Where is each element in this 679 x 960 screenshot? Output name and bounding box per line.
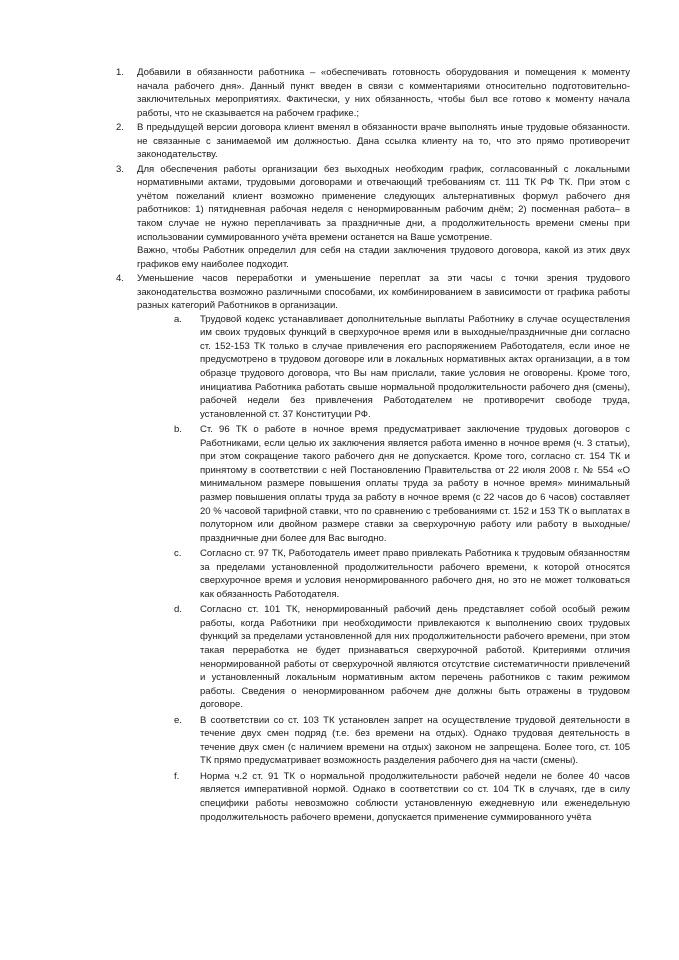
list-item-2 <box>116 121 630 162</box>
list-marker: 2. <box>116 122 124 134</box>
list-marker: 4. <box>116 273 124 285</box>
document-body <box>116 66 630 824</box>
paragraph: Согласно ст. 97 ТК, Работодатель имеет право привлекать Работника к трудовым обязанностям за пределами установленной продолжительности рабочего времени, к которой относятся сверхурочное время и условия ненормированного рабочего дня, но это не может толковаться как обязанность Работодателя. <box>200 548 630 600</box>
sublist-item-a <box>174 313 630 421</box>
sublist-marker: b. <box>174 424 182 436</box>
list-item-3 <box>116 163 630 271</box>
paragraph: Важно, чтобы Работник определил для себя на стадии заключения трудового договора, какой из этих двух графиков ему наиболее подходит. <box>137 245 630 270</box>
paragraph: Трудовой кодекс устанавливает дополнительные выплаты Работнику в случае осуществления им своих трудовых функций в сверхурочное время или в выходные/праздничные дни согласно ст. 152-153 ТК только в случае привлечения его распоряжением Работодателя, если иное не предусмотрено в трудовом договоре или в локальных нормативных актах организации, а в том образце трудового договора, что Вы нам прислали, такие условия не оговорены. Кроме того, инициатива Работника работать свыше нормальной продолжительности рабочего дня (смены), рабочей недели без привлечения Работодателем не противоречит свободе труда, установленной ст. 37 Конституции РФ. <box>200 313 630 420</box>
sublist-item-c <box>174 547 630 601</box>
paragraph: Ст. 96 ТК о работе в ночное время предусматривает заключение трудовых договоров с Работниками, если целью их заключения является работа именно в ночное время (ч. 3 статьи), при этом сокращение такого рабочего дня не допускается. Кроме того, согласно ст. 154 ТК и принятому в соответствии с ней Постановлению Правительства от 22 июля 2008 г. № 554 «О минимальном размере повышения оплаты труда за работу в ночное время» минимальный размер повышения оплаты труда за работу в ночное время (с 22 часов до 6 часов) составляет 20 % часовой тарифной ставки, что по сравнению с требованиями ст. 152 и 153 ТК о выплатах в полуторном или двойном размере ставки за сверхурочную работу или работу в выходные/праздничные дни более для Вас выгодно. <box>200 424 630 544</box>
sublist-marker: a. <box>174 313 182 325</box>
paragraph: Норма ч.2 ст. 91 ТК о нормальной продолжительности рабочей недели не более 40 часов является императивной нормой. Однако в соответствии со ст. 104 ТК в случаях, где в силу специфики работы невозможно соблюсти установленную ежедневную или еженедельную продолжительность рабочего времени, допускается применение суммированного учёта <box>200 770 630 823</box>
paragraph: В предыдущей версии договора клиент вменял в обязанности враче выполнять иные трудовые обязанности. не связанные с занимаемой им должностью. Дана ссылка клиенту на то, что это прямо противоречит законодательству. <box>137 122 630 161</box>
list-marker: 3. <box>116 163 124 175</box>
sublist-marker: e. <box>174 714 182 726</box>
paragraph: Добавили в обязанности работника – «обеспечивать готовность оборудования и помещения к моменту начала рабочего дня». Данный пункт введен в связи с комментариями относительно подготовительно-заключительных мероприятиях. Фактически, у них обязанность, чтобы был все готово к моменту начала работы, что не сказывается на рабочем графике.; <box>137 67 630 119</box>
sublist-item-f <box>174 770 630 824</box>
sublist-item-e <box>174 714 630 768</box>
paragraph: В соответствии со ст. 103 ТК установлен запрет на осуществление трудовой деятельности в течение двух смен подряд (т.е. без времени на отдых). Однако трудовая деятельность в течение двух смен (с наличием времени на отдых) законом не запрещена. Более того, ст. 105 ТК прямо предусматривает возможность разделения рабочего дня на части (смены). <box>200 714 630 767</box>
paragraph: Уменьшение часов переработки и уменьшение переплат за эти часы с точки зрения трудового законодательства возможно различными способами, их комбинированием в зависимости от графика работы разных категорий Работников в организации. <box>137 273 630 312</box>
paragraph: Согласно ст. 101 ТК, ненормированный рабочий день представляет собой особый режим работы, когда Работники при необходимости привлекаются к выполнению своих трудовых функций за пределами установленной для них продолжительности рабочего времени, при этом такая переработка не будет признаваться сверхурочной работой. Критериями отличия ненормированной работы от сверхурочной являются отсутствие систематичности привлечений и установленный локальным нормативным актом перечень работников с таким режимом работы. Сведения о ненормированном рабочем дне должны быть отражены в трудовом договоре. <box>200 604 630 711</box>
list-item-4 <box>116 272 630 824</box>
sublist-item-d <box>174 603 630 711</box>
sublist-marker: f. <box>174 770 180 782</box>
sublist-marker: d. <box>174 604 182 616</box>
list-marker: 1. <box>116 67 124 78</box>
paragraph: Для обеспечения работы организации без выходных необходим график, согласованный с локальными нормативными актами, трудовыми договорами и отвечающий требованиям ст. 111 ТК РФ ТК. При этом с учётом пожеланий клиент возможно применение следующих альтернативных формул рабочего дня работников: 1) пятидневная рабочая неделя с ненормированным рабочим днём; 2) посменная работа– в таком случае не нужно переплачивать за праздничные дни, а продолжительность времени смены при использовании суммированного учёта времени останется на Ваше усмотрение. <box>137 163 630 243</box>
sublist <box>174 313 630 824</box>
sublist-item-b <box>174 423 630 545</box>
list-item-1 <box>116 66 630 120</box>
sublist-marker: c. <box>174 548 182 560</box>
